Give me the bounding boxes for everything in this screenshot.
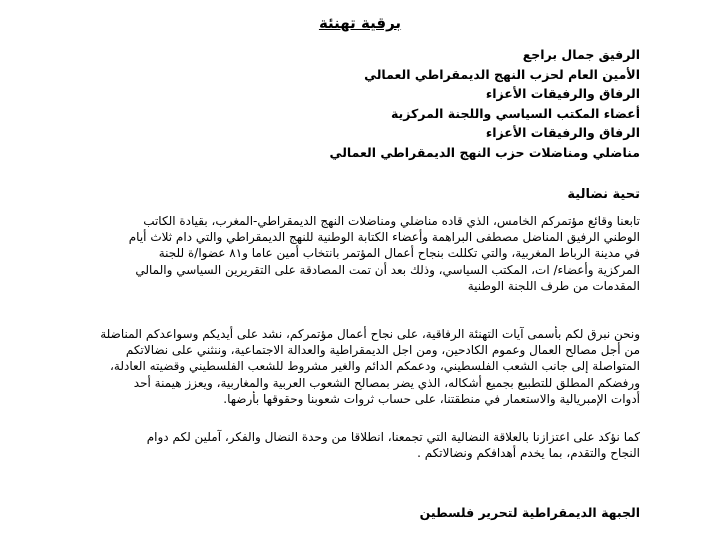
addressee-line: الرفاق والرفيقات الأعزاء	[485, 86, 640, 101]
addressee-line: الرفاق والرفيقات الأعزاء	[485, 125, 640, 140]
addressee-line: أعضاء المكتب السياسي واللجنة المركزية	[390, 105, 640, 121]
paragraph-line: المركزية وأعضاء/ ات، المكتب السياسي، وذلك بعد أن تمت المصادقة على التقريرين السياسي والمالي	[135, 262, 640, 277]
paragraph-line: تابعنا وقائع مؤتمركم الخامس، الذي قاده مناضلي ومناضلات النهج الديمقراطي-المغرب، بقيادة الكاتب	[143, 214, 640, 228]
paragraph-line: كما نؤكد على اعتزازنا بالعلاقة النضالية التي تجمعنا، انطلاقا من وحدة النضال والفكر، آملين لكم دوام	[146, 430, 640, 444]
paragraph-line: في مدينة الرباط المغربية، والتي تكللت بنجاح أعمال المؤتمر بانتخاب أمين عاما و٨١ عضوا/ة للجنة	[158, 246, 640, 261]
paragraph-line: ورفضكم المطلق للتطبيع بجميع أشكاله، الذي يضر بمصالح الشعوب العربية والمغاربية، ويعزز هيمنة أحد	[133, 375, 640, 390]
addressee-line: الرفيق جمال براجع	[522, 47, 640, 62]
addressee-line: مناضلي ومناضلات حزب النهج الديمقراطي العمالي	[329, 144, 640, 160]
addressee-line: الأمين العام لحزب النهج الديمقراطي العمالي	[364, 66, 640, 82]
body-paragraph-3	[80, 429, 640, 461]
addressee-block	[80, 45, 640, 162]
paragraph-line: النجاح والتقدم، بما يخدم أهدافكم ونضالاتكم .	[417, 446, 640, 461]
body-paragraph-1	[80, 213, 640, 294]
letter-title: برقية تهنئة	[318, 14, 402, 32]
paragraph-line: أدوات الإمبريالية والاستعمار في منطقتنا، على حساب ثروات شعوبنا وحقوقها بأرضها.	[223, 391, 640, 406]
paragraph-line: المقدمات من طرف اللجنة الوطنية	[467, 278, 640, 293]
body-paragraph-2	[80, 326, 640, 407]
paragraph-line: الوطني الرفيق المناضل مصطفى البراهمة وأعضاء الكتابة الوطنية للنهج الديمقراطي والتي دام ثلاث أيام	[128, 230, 640, 245]
paragraph-line: من أجل مصالح العمال وعموم الكادحين، ومن اجل الديمقراطية والعدالة الاجتماعية، وننثني على نضالاتكم	[125, 343, 640, 358]
paragraph-line: المتواصلة إلى جانب الشعب الفلسطيني، ودعمكم الدائم والغير مشروط للشعب الفلسطيني وقضيته العادلة،	[110, 359, 640, 374]
greeting-heading: تحية نضالية	[567, 187, 640, 202]
signature-organization: الجبهة الديمقراطية لتحرير فلسطين	[419, 505, 640, 520]
paragraph-line: ونحن نبرق لكم بأسمى آيات التهنئة الرفاقية، على نجاح أعمال مؤتمركم، نشد على أيديكم وسواعدكم المناضلة	[100, 327, 640, 341]
